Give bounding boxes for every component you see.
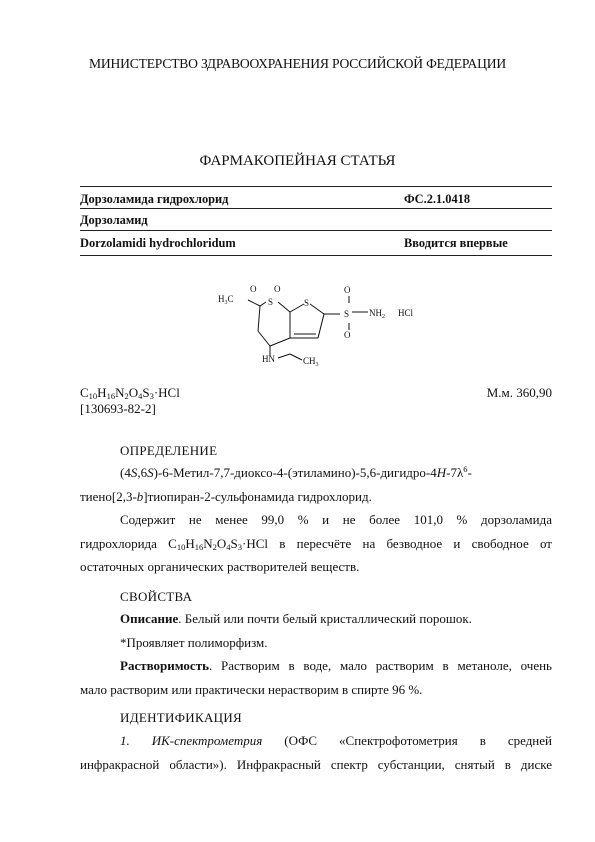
label-ch3-right: $CH_3$ xyxy=(303,356,319,368)
definition-block xyxy=(80,461,552,579)
label-s-thio: S xyxy=(304,298,310,308)
cas-number: [130693-82-2] xyxy=(80,401,156,416)
label-hcl: HCl xyxy=(398,308,414,318)
label-nh2: $NH_2$ xyxy=(369,308,385,320)
content-line3: остаточных органических растворителей веществ. xyxy=(80,559,360,575)
divider-1 xyxy=(80,208,552,209)
chemical-name-line1: $(4S,6S)-6-Метил-7,7-диоксо-4-(этиламино)-5,6-дигидро-4H-7\lambda^6-$ xyxy=(120,464,472,480)
ident-item1-line2: инфракрасной области»). Инфракрасный спектр субстанции, снятый в диске xyxy=(80,756,552,772)
divider-bottom xyxy=(80,255,552,256)
label-o2: O xyxy=(274,284,281,294)
monograph-status: Вводится впервые xyxy=(404,236,508,250)
divider-2 xyxy=(80,230,552,231)
section-identification-heading: ИДЕНТИФИКАЦИЯ xyxy=(120,710,242,725)
section-definition-heading: ОПРЕДЕЛЕНИЕ xyxy=(120,443,218,458)
label-o3: O xyxy=(344,285,351,295)
molecular-formula: $C_{10}H_{16}N_2O_4S_3\cdot HCl$ xyxy=(80,385,180,401)
label-o4: O xyxy=(344,330,351,340)
label-o1: O xyxy=(250,284,257,294)
ministry-header: МИНИСТЕРСТВО ЗДРАВООХРАНЕНИЯ РОССИЙСКОЙ ФЕДЕРАЦИИ xyxy=(88,56,506,71)
chemical-name-line2: тиено[2,3-b]тиопиран-2-сульфонамида гидрохлорид. xyxy=(80,488,372,504)
section-properties-heading: СВОЙСТВА xyxy=(120,589,193,604)
label-ch3-left: $H_3C$ xyxy=(218,294,234,306)
properties-block xyxy=(80,607,552,701)
description-line: Описание. Белый или почти белый кристаллический порошок. xyxy=(120,611,472,626)
polymorphism-line: *Проявляет полиморфизм. xyxy=(120,634,268,650)
structural-formula xyxy=(210,276,440,371)
solubility-line1: Растворимость. Растворим в воде, мало растворим в метаноле, очень xyxy=(120,658,552,674)
monograph-name-ru: Дорзоламида гидрохлорид xyxy=(80,192,229,206)
label-hn: HN xyxy=(262,354,275,364)
content-line2: гидрохлорида $C_{10}H_{16}N_2O_4S_3\cdot HCl$ в пересчёте на безводное и свободное от xyxy=(80,535,552,552)
label-s-sulf: S xyxy=(344,309,350,319)
solubility-line2: мало растворим или практически нерастворим в спирте 96 %. xyxy=(80,681,423,697)
divider-top xyxy=(80,186,552,187)
monograph-code: ФС.2.1.0418 xyxy=(404,192,471,206)
monograph-alt-name: Дорзоламид xyxy=(80,213,148,227)
molecular-weight: М.м. 360,90 xyxy=(486,385,552,400)
article-title: ФАРМАКОПЕЙНАЯ СТАТЬЯ xyxy=(199,153,396,169)
ident-item1-line1: 1. ИК-спектрометрия (ОФС «Спектрофотометрия в средней xyxy=(120,733,552,748)
content-line1: Содержит не менее 99,0 % и не более 101,0 % дорзоламида xyxy=(120,512,552,528)
monograph-name-lat: Dorzolamidi hydrochloridum xyxy=(80,236,236,250)
label-s-ring: S xyxy=(268,297,274,307)
identification-block xyxy=(80,729,552,776)
